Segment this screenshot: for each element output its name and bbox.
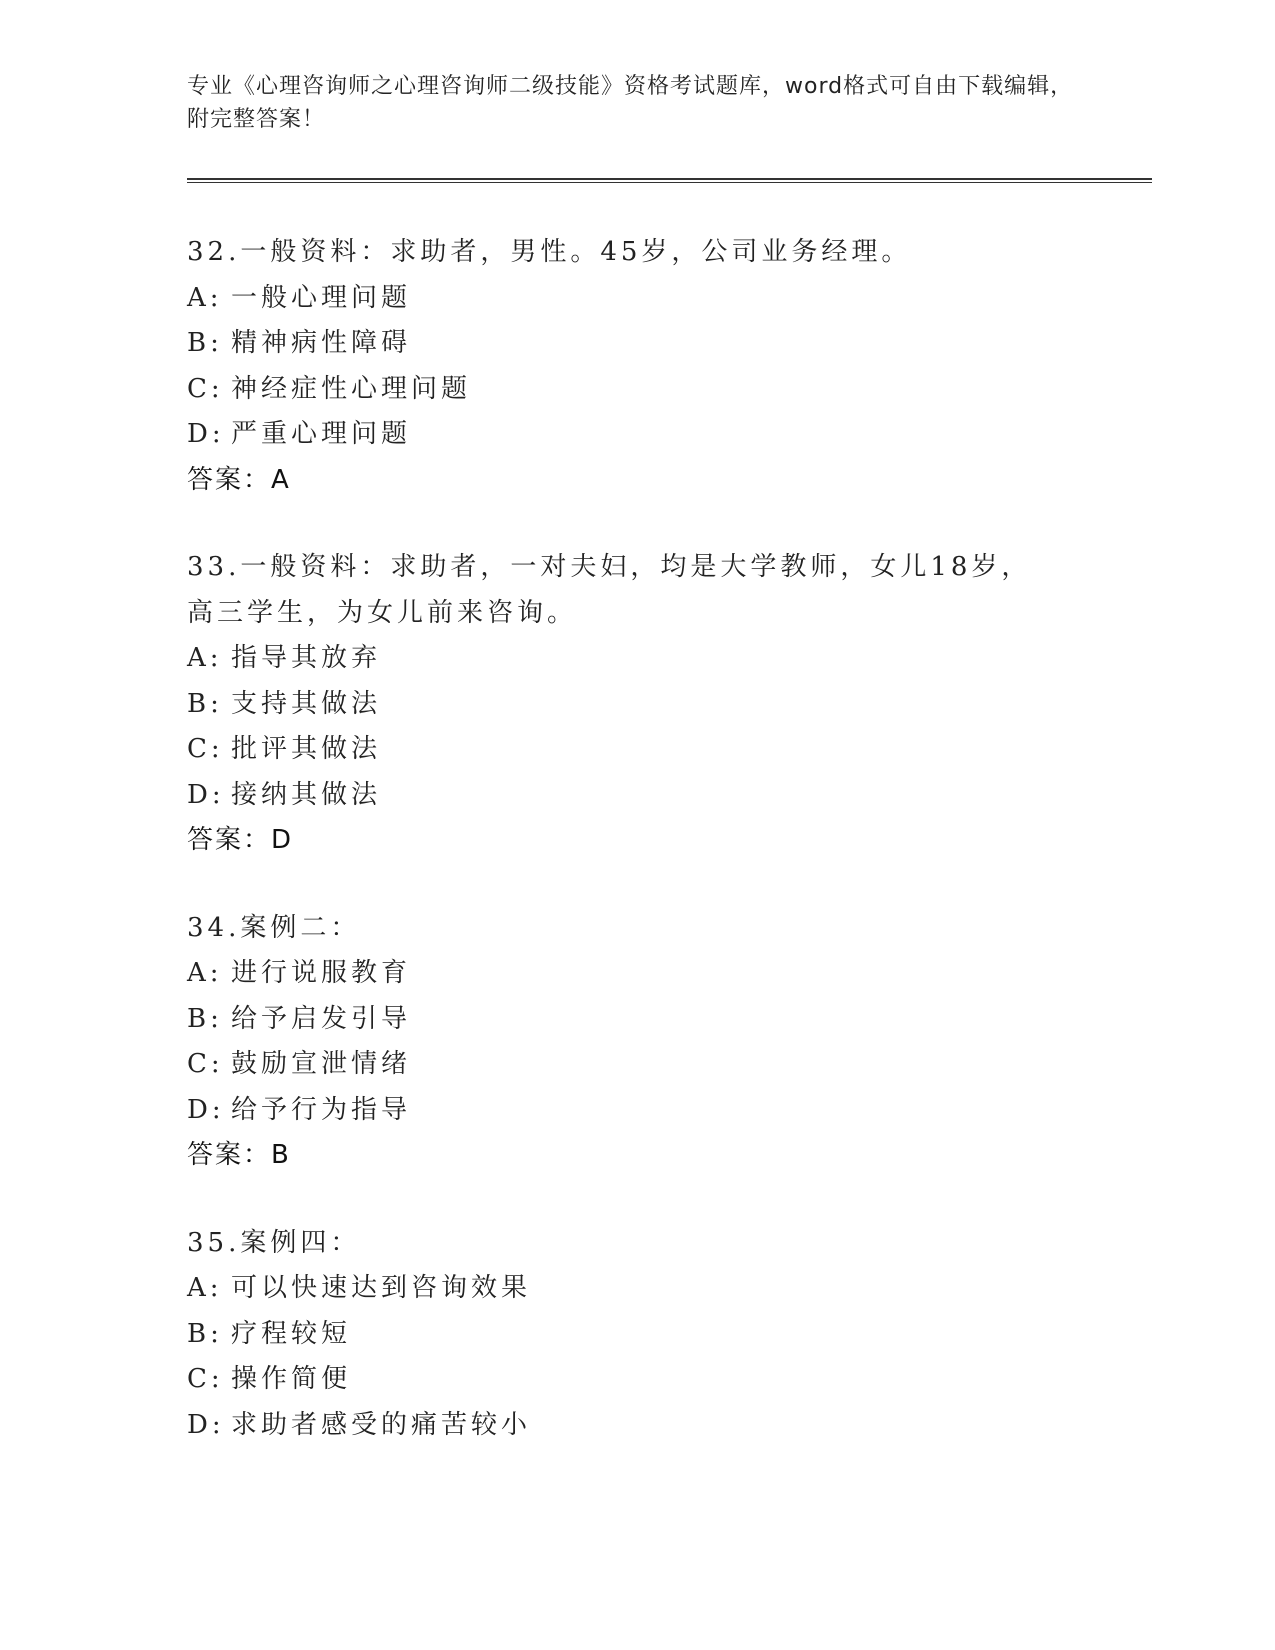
option-label: D: — [187, 419, 225, 449]
option-label: A: — [187, 282, 223, 313]
option-b — [187, 682, 1087, 728]
option-text: 给予启发引导 — [231, 1003, 412, 1034]
option-label: B: — [187, 1318, 223, 1349]
option-a — [187, 276, 1087, 322]
option-text: 疗程较短 — [231, 1318, 352, 1349]
option-text: 接纳其做法 — [231, 779, 382, 810]
option-label: A: — [187, 1273, 223, 1303]
question-stem: 33.一般资料：求助者，一对夫妇，均是大学教师，女儿18岁，高三学生，为女儿前来咨询。 — [187, 552, 1032, 628]
option-label: C: — [187, 734, 224, 764]
option-text: 可以快速达到咨询效果 — [231, 1273, 532, 1303]
option-text: 一般心理问题 — [231, 282, 412, 313]
option-label: B: — [187, 328, 223, 358]
option-c — [187, 1357, 1087, 1403]
option-label: C: — [187, 1049, 224, 1079]
option-label: B: — [187, 688, 223, 719]
option-label: A: — [187, 643, 223, 673]
option-c — [187, 727, 1087, 773]
option-text: 批评其做法 — [231, 734, 382, 764]
question-32 — [187, 230, 1087, 503]
option-text: 支持其做法 — [231, 688, 382, 719]
question-stem: 35.案例四： — [187, 1227, 361, 1258]
option-c — [187, 367, 1087, 413]
question-35 — [187, 1221, 1087, 1449]
option-text: 严重心理问题 — [231, 419, 412, 449]
answer-value: A — [271, 464, 291, 495]
option-b — [187, 997, 1087, 1043]
option-text: 鼓励宣泄情绪 — [231, 1049, 412, 1079]
document-header: 专业《心理咨询师之心理咨询师二级技能》资格考试题库，word格式可自由下载编辑，附完整答案！ — [187, 74, 1074, 132]
option-c — [187, 1042, 1087, 1088]
option-label: C: — [187, 373, 224, 404]
option-label: D: — [187, 779, 225, 810]
answer-label: 答案： — [187, 825, 272, 855]
question-list — [187, 230, 1087, 1490]
answer-label: 答案： — [187, 1140, 272, 1170]
option-a — [187, 951, 1087, 997]
answer-line — [187, 1133, 1087, 1179]
answer-line — [187, 818, 1087, 864]
option-text: 指导其放弃 — [231, 643, 382, 673]
option-label: A: — [187, 958, 223, 988]
option-b — [187, 1312, 1087, 1358]
option-text: 求助者感受的痛苦较小 — [231, 1409, 532, 1440]
question-34 — [187, 906, 1087, 1179]
option-d — [187, 1088, 1087, 1134]
option-d — [187, 1403, 1087, 1449]
question-33 — [187, 545, 1087, 864]
question-stem: 32.一般资料：求助者，男性。45岁，公司业务经理。 — [187, 237, 912, 267]
option-text: 给予行为指导 — [231, 1094, 412, 1125]
option-label: D: — [187, 1094, 225, 1125]
option-text: 进行说服教育 — [231, 958, 412, 988]
answer-value: B — [271, 1140, 291, 1170]
answer-line — [187, 458, 1087, 504]
option-d — [187, 412, 1087, 458]
option-text: 操作简便 — [231, 1364, 352, 1394]
header-divider — [187, 178, 1152, 183]
option-label: B: — [187, 1003, 223, 1034]
answer-label: 答案： — [187, 464, 272, 495]
option-a — [187, 636, 1087, 682]
option-label: C: — [187, 1364, 224, 1394]
option-text: 神经症性心理问题 — [231, 373, 472, 404]
option-d — [187, 773, 1087, 819]
option-a — [187, 1266, 1087, 1312]
option-text: 精神病性障碍 — [231, 328, 412, 358]
option-label: D: — [187, 1409, 225, 1440]
question-stem: 34.案例二： — [187, 912, 361, 943]
option-b — [187, 321, 1087, 367]
answer-value: D — [271, 825, 294, 855]
